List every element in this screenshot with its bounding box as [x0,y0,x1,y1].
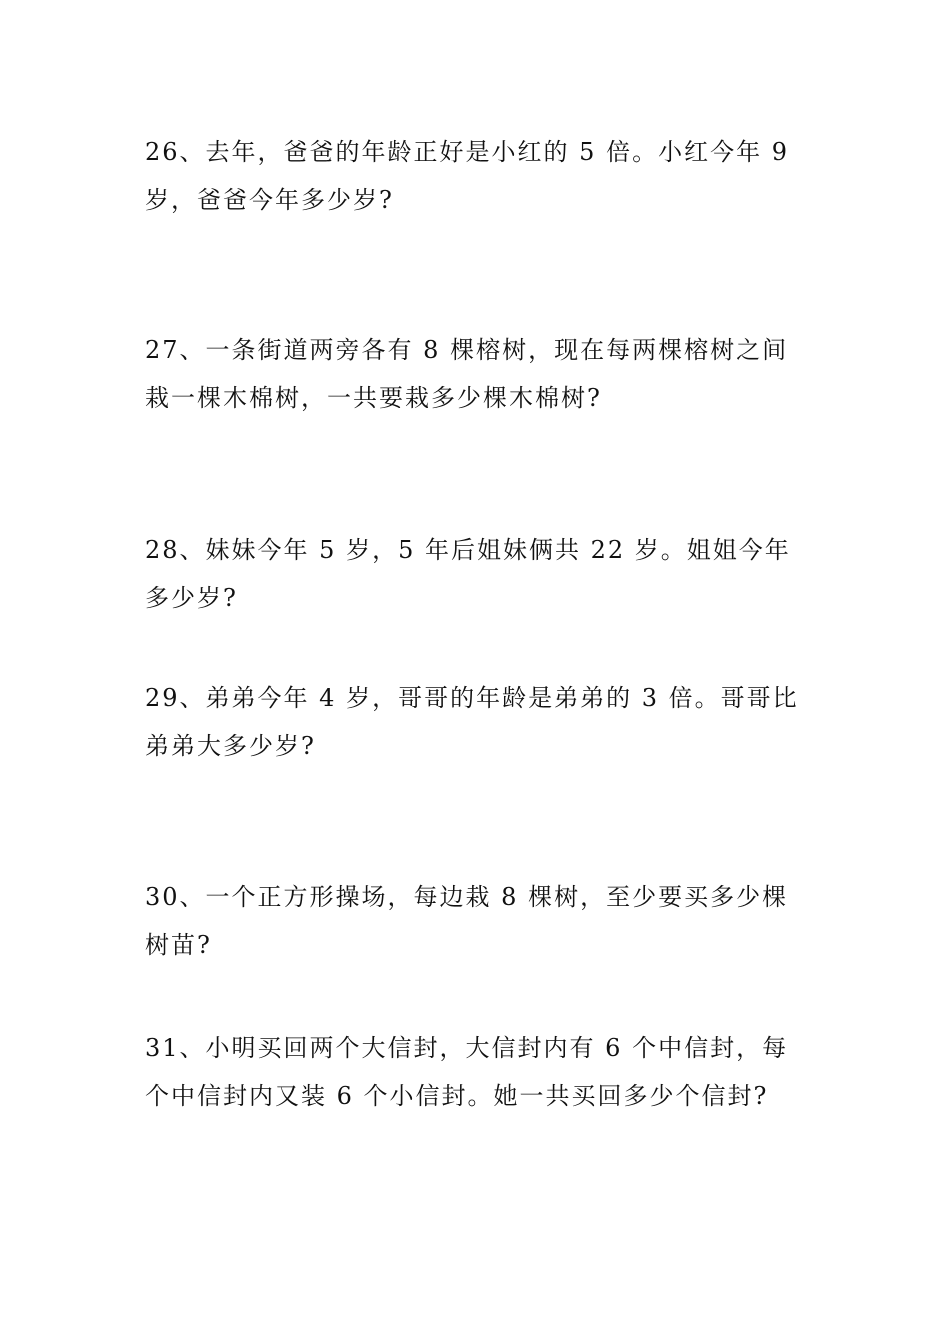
problem-29 [145,674,810,770]
problem-number: 28、 [145,536,206,564]
problem-text: 一条街道两旁各有 8 棵榕树，现在每两棵榕树之间栽一棵木棉树，一共要栽多少棵木棉树? [145,336,789,412]
problem-27 [145,326,810,422]
problem-26 [145,128,810,224]
problem-number: 29、 [145,684,206,712]
problem-number: 30、 [145,883,206,911]
problem-number: 31、 [145,1034,206,1062]
problem-number: 26、 [145,138,206,166]
problem-text: 去年，爸爸的年龄正好是小红的 5 倍。小红今年 9 岁，爸爸今年多少岁? [145,138,789,214]
problem-text: 妹妹今年 5 岁，5 年后姐妹俩共 22 岁。姐姐今年多少岁? [145,536,791,612]
problem-number: 27、 [145,336,206,364]
problem-text: 小明买回两个大信封，大信封内有 6 个中信封，每个中信封内又装 6 个小信封。她一共买回多少个信封? [145,1034,789,1110]
problem-30 [145,873,810,969]
problem-28 [145,526,810,622]
problem-31 [145,1024,810,1120]
problem-text: 弟弟今年 4 岁，哥哥的年龄是弟弟的 3 倍。哥哥比弟弟大多少岁? [145,684,799,760]
problem-text: 一个正方形操场，每边栽 8 棵树，至少要买多少棵树苗? [145,883,789,959]
